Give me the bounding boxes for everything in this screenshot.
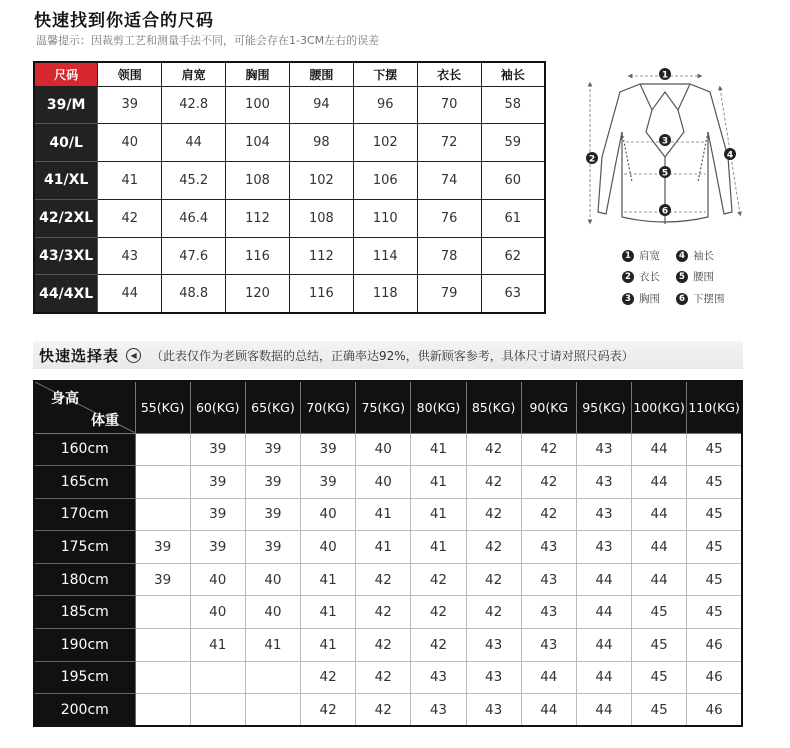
recommended-size-cell: 42 — [301, 661, 356, 694]
recommended-size-cell: 43 — [521, 563, 576, 596]
height-label: 195cm — [34, 661, 135, 694]
recommended-size-cell: 44 — [632, 563, 687, 596]
legend-item: 2 衣长 — [622, 269, 660, 284]
recommended-size-cell: 39 — [190, 466, 245, 499]
size-table-header — [34, 62, 545, 86]
legend-item: 4 袖长 — [676, 248, 714, 263]
recommended-size-cell: 39 — [245, 498, 300, 531]
size-row — [34, 124, 545, 162]
height-label: 160cm — [34, 433, 135, 466]
quick-select-note: （此表仅作为老顾客数据的总结，正确率达92%，供新顾客参考，具体尺寸请对照尺码表） — [151, 348, 634, 363]
height-row — [34, 531, 742, 564]
height-row — [34, 498, 742, 531]
recommended-size-cell: 45 — [632, 629, 687, 662]
recommended-size-cell: 42 — [521, 433, 576, 466]
recommended-size-cell: 43 — [576, 466, 631, 499]
marker-3: 3 — [661, 136, 669, 147]
recommended-size-cell: 41 — [245, 629, 300, 662]
recommended-size-cell: 42 — [301, 694, 356, 727]
recommended-size-cell: 42 — [356, 661, 411, 694]
recommended-size-cell — [135, 629, 190, 662]
recommended-size-cell: 40 — [301, 498, 356, 531]
recommended-size-cell: 41 — [411, 531, 466, 564]
recommended-size-cell: 44 — [521, 694, 576, 727]
height-row — [34, 563, 742, 596]
size-cell: 102 — [290, 162, 354, 200]
size-cell: 40 — [98, 124, 162, 162]
recommended-size-cell: 41 — [356, 531, 411, 564]
recommended-size-cell: 43 — [466, 694, 521, 727]
height-label: 165cm — [34, 466, 135, 499]
size-cell: 106 — [353, 162, 417, 200]
recommended-size-cell: 42 — [466, 466, 521, 499]
recommended-size-cell: 43 — [466, 629, 521, 662]
recommended-size-cell: 39 — [190, 433, 245, 466]
recommended-size-cell: 43 — [411, 694, 466, 727]
size-cell: 61 — [481, 199, 545, 237]
recommended-size-cell: 44 — [521, 661, 576, 694]
recommended-size-cell: 44 — [632, 531, 687, 564]
size-cell: 44 — [98, 275, 162, 313]
size-column-header: 尺码 — [34, 62, 98, 86]
size-label: 41/XL — [34, 162, 98, 200]
size-cell: 94 — [290, 86, 354, 124]
recommended-size-cell: 41 — [411, 498, 466, 531]
size-cell: 44 — [162, 124, 226, 162]
dimension-markers — [586, 68, 736, 217]
recommended-size-cell: 45 — [632, 694, 687, 727]
size-cell: 72 — [417, 124, 481, 162]
weight-header: 100(KG) — [632, 381, 687, 433]
arrow-left-icon: ◀ — [126, 348, 141, 363]
height-label: 200cm — [34, 694, 135, 727]
recommended-size-cell: 42 — [356, 694, 411, 727]
recommended-size-cell: 39 — [245, 466, 300, 499]
height-label: 180cm — [34, 563, 135, 596]
recommended-size-cell — [135, 498, 190, 531]
quick-select-title: 快速选择表 — [39, 346, 120, 365]
size-cell: 42 — [98, 199, 162, 237]
size-row — [34, 199, 545, 237]
recommended-size-cell: 42 — [466, 563, 521, 596]
weight-header: 70(KG) — [301, 381, 356, 433]
recommended-size-cell: 43 — [521, 596, 576, 629]
size-cell: 79 — [417, 275, 481, 313]
recommended-size-cell: 44 — [576, 661, 631, 694]
marker-5: 5 — [661, 168, 669, 179]
height-row — [34, 694, 742, 727]
size-cell: 112 — [290, 237, 354, 275]
marker-1: 1 — [661, 70, 669, 81]
column-header: 衣长 — [417, 62, 481, 86]
recommended-size-cell: 45 — [687, 531, 742, 564]
table-corner — [34, 381, 135, 433]
size-cell: 47.6 — [162, 237, 226, 275]
recommended-size-cell: 40 — [356, 466, 411, 499]
recommended-size-cell: 44 — [632, 498, 687, 531]
legend-item: 6 下摆围 — [676, 291, 725, 306]
size-cell: 108 — [226, 162, 290, 200]
recommended-size-cell: 42 — [356, 629, 411, 662]
size-row — [34, 86, 545, 124]
recommended-size-cell: 44 — [576, 596, 631, 629]
recommended-size-cell: 42 — [466, 596, 521, 629]
size-cell: 59 — [481, 124, 545, 162]
jacket-diagram — [580, 62, 760, 242]
weight-header: 60(KG) — [190, 381, 245, 433]
size-cell: 76 — [417, 199, 481, 237]
weight-header-row — [34, 381, 742, 433]
recommended-size-cell — [190, 694, 245, 727]
recommended-size-cell: 45 — [687, 466, 742, 499]
size-cell: 63 — [481, 275, 545, 313]
recommended-size-cell: 43 — [576, 433, 631, 466]
recommended-size-cell: 41 — [411, 466, 466, 499]
size-label: 39/M — [34, 86, 98, 124]
recommended-size-cell — [245, 661, 300, 694]
recommended-size-cell: 40 — [190, 596, 245, 629]
weight-header: 65(KG) — [245, 381, 300, 433]
recommended-size-cell — [135, 694, 190, 727]
size-label: 40/L — [34, 124, 98, 162]
recommended-size-cell: 43 — [521, 629, 576, 662]
size-cell: 41 — [98, 162, 162, 200]
recommended-size-cell: 41 — [301, 563, 356, 596]
recommended-size-cell: 46 — [687, 694, 742, 727]
recommended-size-cell: 43 — [521, 531, 576, 564]
weight-header: 110(KG) — [687, 381, 742, 433]
recommended-size-cell: 45 — [687, 433, 742, 466]
recommended-size-cell: 42 — [521, 466, 576, 499]
size-cell: 62 — [481, 237, 545, 275]
size-cell: 116 — [290, 275, 354, 313]
size-cell: 114 — [353, 237, 417, 275]
size-cell: 116 — [226, 237, 290, 275]
recommended-size-cell: 39 — [245, 433, 300, 466]
height-label: 190cm — [34, 629, 135, 662]
recommended-size-cell: 42 — [356, 563, 411, 596]
recommended-size-cell: 39 — [301, 433, 356, 466]
size-row — [34, 275, 545, 313]
recommended-size-cell: 42 — [466, 531, 521, 564]
size-cell: 60 — [481, 162, 545, 200]
quick-select-table — [33, 380, 743, 727]
weight-header: 90(KG — [521, 381, 576, 433]
recommended-size-cell: 45 — [687, 563, 742, 596]
recommended-size-cell — [135, 661, 190, 694]
recommended-size-cell: 44 — [576, 563, 631, 596]
recommended-size-cell: 44 — [632, 466, 687, 499]
recommended-size-cell: 39 — [190, 498, 245, 531]
measurement-tip: 温馨提示：因裁剪工艺和测量手法不同，可能会存在1-3CM左右的误差 — [36, 34, 380, 47]
recommended-size-cell: 46 — [687, 661, 742, 694]
size-cell: 43 — [98, 237, 162, 275]
recommended-size-cell: 42 — [356, 596, 411, 629]
recommended-size-cell: 41 — [356, 498, 411, 531]
height-row — [34, 596, 742, 629]
weight-header: 80(KG) — [411, 381, 466, 433]
height-row — [34, 466, 742, 499]
recommended-size-cell — [245, 694, 300, 727]
column-header: 下摆 — [353, 62, 417, 86]
size-cell: 48.8 — [162, 275, 226, 313]
height-row — [34, 629, 742, 662]
recommended-size-cell: 39 — [245, 531, 300, 564]
size-row — [34, 237, 545, 275]
recommended-size-cell: 43 — [466, 661, 521, 694]
size-cell: 112 — [226, 199, 290, 237]
diagonal-divider — [35, 382, 135, 433]
size-cell: 70 — [417, 86, 481, 124]
marker-2: 2 — [588, 154, 596, 165]
recommended-size-cell: 39 — [135, 563, 190, 596]
weight-header: 55(KG) — [135, 381, 190, 433]
height-label: 175cm — [34, 531, 135, 564]
recommended-size-cell: 42 — [466, 498, 521, 531]
height-row — [34, 433, 742, 466]
recommended-size-cell: 40 — [245, 596, 300, 629]
legend-item: 3 胸围 — [622, 291, 660, 306]
recommended-size-cell: 41 — [411, 433, 466, 466]
size-cell: 104 — [226, 124, 290, 162]
recommended-size-cell: 42 — [411, 629, 466, 662]
column-header: 腰围 — [290, 62, 354, 86]
column-header: 袖长 — [481, 62, 545, 86]
height-label: 185cm — [34, 596, 135, 629]
recommended-size-cell: 39 — [190, 531, 245, 564]
recommended-size-cell: 45 — [687, 596, 742, 629]
marker-4: 4 — [726, 150, 734, 161]
height-label: 身高 — [51, 391, 79, 407]
size-cell: 98 — [290, 124, 354, 162]
height-row — [34, 661, 742, 694]
column-header: 肩宽 — [162, 62, 226, 86]
recommended-size-cell: 43 — [576, 531, 631, 564]
size-cell: 46.4 — [162, 199, 226, 237]
size-cell: 45.2 — [162, 162, 226, 200]
height-label: 170cm — [34, 498, 135, 531]
weight-header: 75(KG) — [356, 381, 411, 433]
recommended-size-cell: 42 — [521, 498, 576, 531]
size-cell: 78 — [417, 237, 481, 275]
marker-6: 6 — [661, 206, 669, 217]
size-row — [34, 162, 545, 200]
recommended-size-cell: 40 — [245, 563, 300, 596]
recommended-size-cell: 40 — [190, 563, 245, 596]
recommended-size-cell — [135, 466, 190, 499]
recommended-size-cell: 44 — [576, 629, 631, 662]
recommended-size-cell: 45 — [632, 596, 687, 629]
recommended-size-cell: 39 — [301, 466, 356, 499]
recommended-size-cell: 41 — [301, 596, 356, 629]
size-cell: 118 — [353, 275, 417, 313]
size-cell: 100 — [226, 86, 290, 124]
size-cell: 58 — [481, 86, 545, 124]
size-table — [33, 61, 546, 314]
recommended-size-cell: 40 — [301, 531, 356, 564]
size-cell: 120 — [226, 275, 290, 313]
column-header: 胸围 — [226, 62, 290, 86]
page-title: 快速找到你适合的尺码 — [34, 11, 214, 31]
weight-label: 体重 — [91, 413, 119, 429]
recommended-size-cell: 42 — [411, 563, 466, 596]
recommended-size-cell: 41 — [190, 629, 245, 662]
recommended-size-cell — [135, 433, 190, 466]
recommended-size-cell: 43 — [576, 498, 631, 531]
recommended-size-cell: 45 — [687, 498, 742, 531]
column-header: 领围 — [98, 62, 162, 86]
quick-select-header — [33, 341, 743, 369]
recommended-size-cell: 40 — [356, 433, 411, 466]
legend-item: 5 腰围 — [676, 269, 714, 284]
recommended-size-cell: 43 — [411, 661, 466, 694]
size-cell: 110 — [353, 199, 417, 237]
size-cell: 42.8 — [162, 86, 226, 124]
recommended-size-cell: 45 — [632, 661, 687, 694]
recommended-size-cell: 46 — [687, 629, 742, 662]
weight-header: 95(KG) — [576, 381, 631, 433]
size-label: 44/4XL — [34, 275, 98, 313]
size-cell: 74 — [417, 162, 481, 200]
recommended-size-cell: 39 — [135, 531, 190, 564]
size-label: 42/2XL — [34, 199, 98, 237]
weight-header: 85(KG) — [466, 381, 521, 433]
recommended-size-cell: 42 — [411, 596, 466, 629]
size-cell: 39 — [98, 86, 162, 124]
recommended-size-cell — [135, 596, 190, 629]
recommended-size-cell: 44 — [632, 433, 687, 466]
jacket-outline-icon — [598, 84, 732, 224]
recommended-size-cell — [190, 661, 245, 694]
recommended-size-cell: 41 — [301, 629, 356, 662]
legend-item: 1 肩宽 — [622, 248, 660, 263]
size-cell: 96 — [353, 86, 417, 124]
recommended-size-cell: 44 — [576, 694, 631, 727]
recommended-size-cell: 42 — [466, 433, 521, 466]
size-cell: 108 — [290, 199, 354, 237]
size-cell: 102 — [353, 124, 417, 162]
size-label: 43/3XL — [34, 237, 98, 275]
